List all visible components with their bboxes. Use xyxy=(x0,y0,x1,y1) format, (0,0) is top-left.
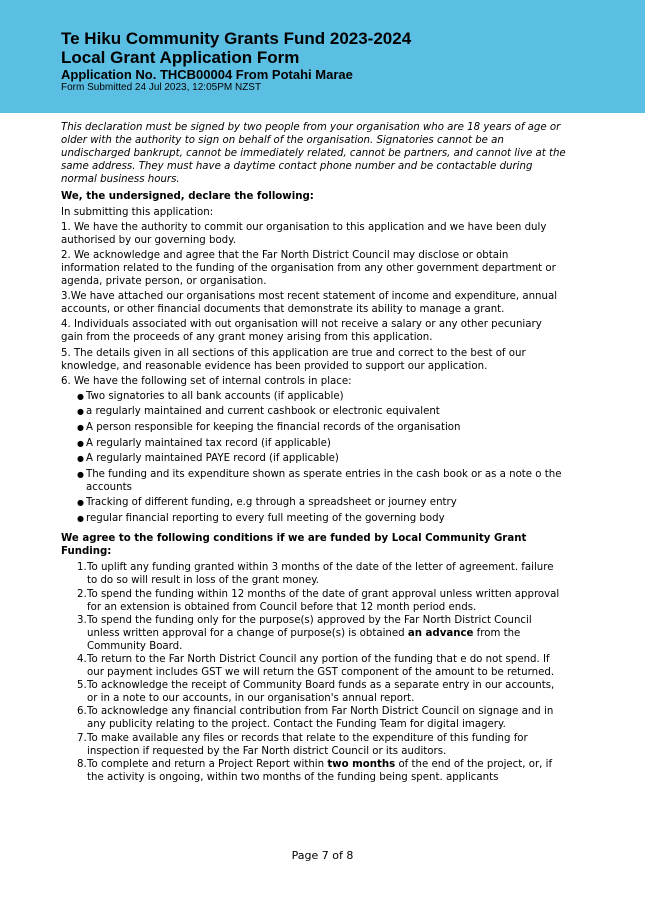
declaration-point: 5. The details given in all sections of this application are true and correct to the best of our knowledge, and reasonable evidence has been provided to support our application. xyxy=(61,347,526,372)
declaration-intro: This declaration must be signed by two people from your organisation who are 18 years of age or older with the authority to sign on behalf of the organisation. Signatories cannot be an undischarged bankrupt, cannot be immediately related, cannot be partners, and cannot live at the same address. They must have a daytime contact phone number and be contactable during normal business hours. xyxy=(61,122,566,186)
list-item xyxy=(77,705,566,731)
list-item: ● a regularly maintained and current cashbook or electronic equivalent xyxy=(78,405,566,418)
declaration-point: 6. We have the following set of internal controls in place: xyxy=(61,375,352,387)
declaration-point: 2. We acknowledge and agree that the Far North District Council may disclose or obtain information related to the funding of the organisation from any other government department or agenda, private person, or organisation. xyxy=(61,249,556,288)
page-number: Page 7 of 8 xyxy=(291,849,354,862)
list-item xyxy=(77,653,566,679)
fund-title: Te Hiku Community Grants Fund 2023-2024 xyxy=(61,29,412,48)
item-number: 2. xyxy=(77,588,87,600)
list-item xyxy=(77,679,566,705)
item-text: To spend the funding within 12 months of the date of grant approval unless written approval for an extension is obtained from Council before that 12 month period ends. xyxy=(87,588,560,613)
item-text: To uplift any funding granted within 3 months of the date of the letter of agreement. failure to do so will result in loss of the grant money. xyxy=(87,562,554,587)
list-item xyxy=(77,561,566,587)
item-emphasis: an advance xyxy=(407,627,474,639)
conditions-list xyxy=(61,561,566,784)
submitted-timestamp: Form Submitted 24 Jul 2023, 12:05PM NZST xyxy=(61,82,262,93)
list-item: ● The funding and its expenditure shown as sperate entries in the cash book or as a note o the accounts xyxy=(78,468,566,494)
item-number: 5. xyxy=(77,680,87,692)
list-item: ● Tracking of different funding, e.g through a spreadsheet or journey entry xyxy=(78,496,566,509)
declaration-point: 1. We have the authority to commit our organisation to this application and we have been duly authorised by our governing body. xyxy=(61,221,547,246)
declaration-point: 3.We have attached our organisations most recent statement of income and expenditure, annual accounts, or other financial documents that demonstrate its ability to manage a grant. xyxy=(61,291,558,316)
conditions-heading: We agree to the following conditions if we are funded by Local Community Grant Funding: xyxy=(61,533,527,558)
list-item: ● A regularly maintained PAYE record (if applicable) xyxy=(78,452,566,465)
submitting-text: In submitting this application: xyxy=(61,206,214,218)
application-number: Application No. THCB00004 From Potahi Marae xyxy=(61,67,353,82)
item-number: 7. xyxy=(77,732,87,744)
internal-controls-list xyxy=(61,390,566,525)
item-text: from the Community Board. xyxy=(87,627,521,652)
item-text: To acknowledge any financial contribution from Far North District Council on signage and in any publicity relating to the project. Contact the Funding Team for digital imagery. xyxy=(87,706,554,731)
list-item xyxy=(77,588,566,614)
item-text: To spend the funding only for the purpose(s) approved by the Far North District Council unless written approval for a change of purpose(s) is obtained xyxy=(87,614,532,639)
declare-heading: We, the undersigned, declare the following: xyxy=(61,191,314,203)
header-banner xyxy=(0,0,645,113)
list-item xyxy=(77,758,566,784)
list-item: ● Two signatories to all bank accounts (if applicable) xyxy=(78,390,566,403)
item-number: 3. xyxy=(77,614,87,626)
item-text: To complete and return a Project Report within xyxy=(87,758,328,770)
list-item: ● A regularly maintained tax record (if applicable) xyxy=(78,437,566,450)
item-number: 4. xyxy=(77,653,87,665)
item-number: 6. xyxy=(77,706,87,718)
list-item xyxy=(77,614,566,653)
item-number: 1. xyxy=(77,562,87,574)
item-text: To acknowledge the receipt of Community Board funds as a separate entry in our accounts, or in a note to our accounts, in our organisation's annual report. xyxy=(87,680,555,705)
item-text: of the end of the project, or, if the activity is ongoing, within two months of the funding being spent. applicants xyxy=(87,758,553,783)
declaration-point: 4. Individuals associated with out organisation will not receive a salary or any other pecuniary gain from the proceeds of any grant money arising from this application. xyxy=(61,319,542,344)
item-text: To return to the Far North District Council any portion of the funding that e do not spend. If our payment includes GST we will return the GST component of the amount to be returned. xyxy=(87,653,555,679)
item-number: 8. xyxy=(77,758,87,770)
form-title: Local Grant Application Form xyxy=(61,48,300,67)
item-emphasis: two months xyxy=(327,758,396,770)
list-item: ● A person responsible for keeping the financial records of the organisation xyxy=(78,421,566,434)
declaration-content xyxy=(61,121,566,784)
list-item xyxy=(77,732,566,758)
list-item: ● regular financial reporting to every full meeting of the governing body xyxy=(78,512,566,525)
item-text: To make available any files or records that relate to the expenditure of this funding for inspection if requested by the Far North district Council or its auditors. xyxy=(87,732,528,757)
